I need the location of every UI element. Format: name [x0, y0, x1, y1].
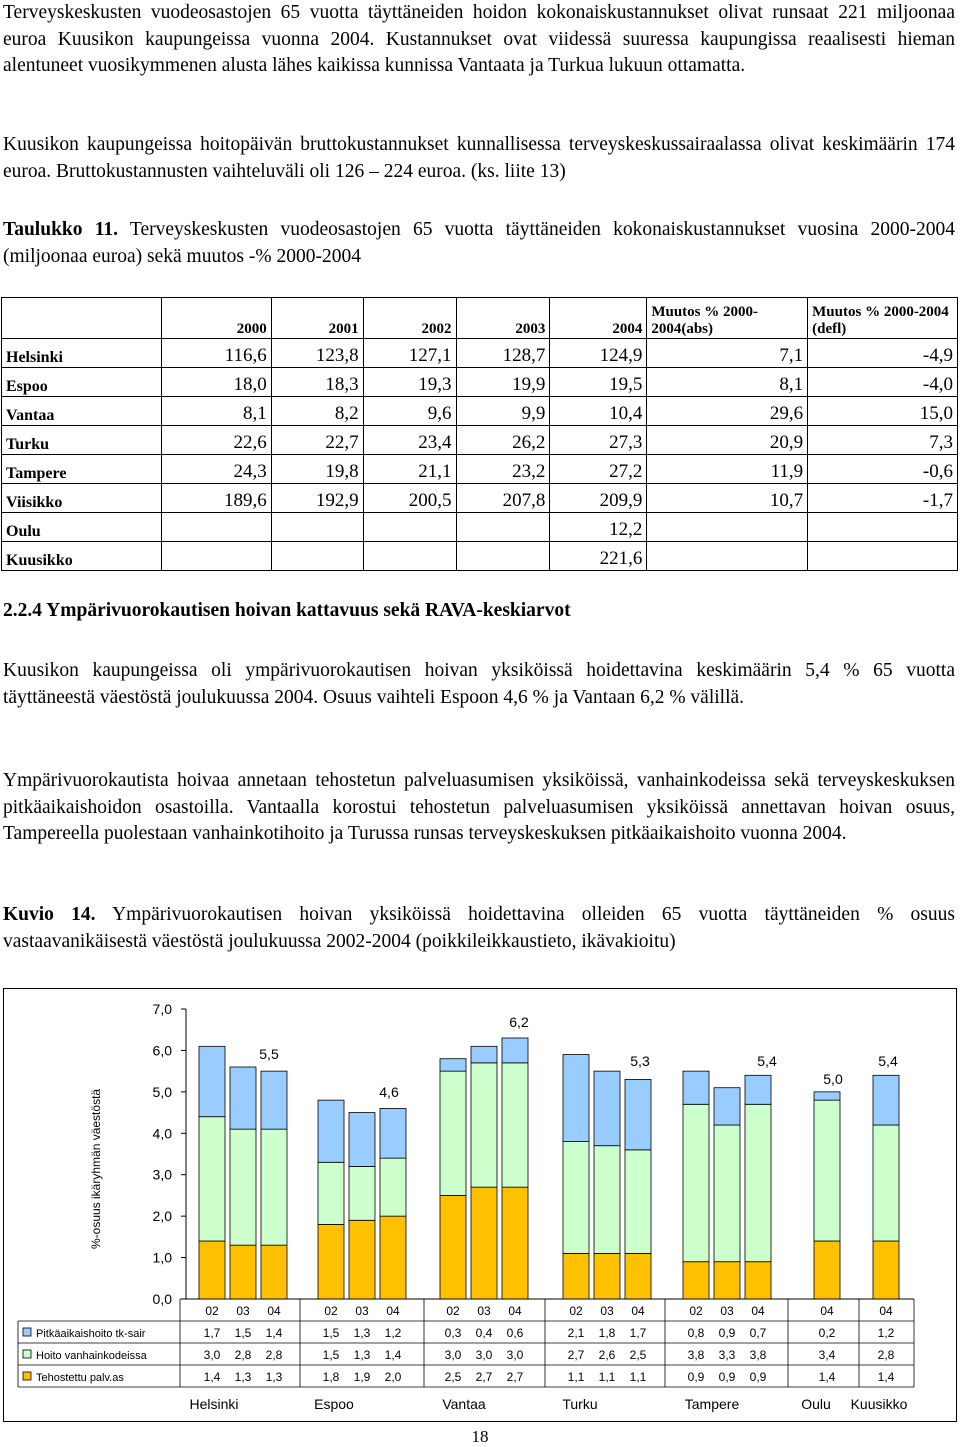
- data-value: 1,7: [203, 1326, 221, 1340]
- y-tick-label: 0,0: [152, 1291, 172, 1307]
- legend-swatch: [23, 1328, 31, 1336]
- table-cell: [647, 513, 808, 542]
- bar-segment: [683, 1104, 709, 1261]
- data-value: 3,0: [506, 1348, 524, 1362]
- bar-segment: [563, 1142, 589, 1254]
- table-cell: [808, 542, 958, 571]
- table-cell: [161, 513, 271, 542]
- data-value: 3,4: [818, 1348, 836, 1362]
- data-value: 2,0: [384, 1370, 402, 1384]
- figure-caption-label: Kuvio 14.: [3, 904, 96, 925]
- data-value: 1,8: [322, 1370, 340, 1384]
- bar-segment: [745, 1104, 771, 1261]
- bar-segment: [471, 1046, 497, 1063]
- table-cell: -1,7: [808, 484, 958, 513]
- bar-segment: [714, 1262, 740, 1299]
- group-label: Oulu: [801, 1396, 831, 1412]
- table-row: [2, 397, 958, 426]
- table-cell: 29,6: [647, 397, 808, 426]
- data-value: 3,0: [475, 1348, 493, 1362]
- figure-caption-text: Ympärivuorokautisen hoivan yksiköissä hoidettavina olleiden 65 vuotta täyttäneiden % osuus vastaavanikäisestä väestöstä joulukuussa 2002-2004 (poikkileikkaustieto, ikävakioitu): [3, 904, 955, 952]
- data-value: 1,4: [265, 1326, 283, 1340]
- intro-paragraph: Terveyskeskusten vuodeosastojen 65 vuotta täyttäneiden hoidon kokonaiskustannukset olivat runsaat 221 miljoonaa euroa Kuusikon kaupungeissa vuonna 2004. Kustannukset ovat viidessä suuressa kaupungissa reaalisesti hieman alentuneet vuosikymmenen alusta lähes kaikissa kunnissa Vantaata ja Turkua lukuun ottamatta.: [3, 2, 955, 76]
- data-value: 3,3: [718, 1348, 736, 1362]
- table-header-cell: 2004: [550, 298, 647, 339]
- table-cell: 27,3: [550, 426, 647, 455]
- bar-segment: [502, 1187, 528, 1299]
- bar-segment: [714, 1125, 740, 1262]
- bar-segment: [349, 1113, 375, 1167]
- table-cell: 27,2: [550, 455, 647, 484]
- table-cell: [808, 513, 958, 542]
- year-label: 02: [569, 1304, 583, 1318]
- table-cell: [456, 542, 550, 571]
- year-label: 03: [477, 1304, 491, 1318]
- legend-swatch: [23, 1350, 31, 1358]
- data-value: 1,3: [353, 1348, 371, 1362]
- y-tick-label: 4,0: [152, 1125, 172, 1142]
- table-header-cell: 2003: [456, 298, 550, 339]
- total-label: 5,0: [823, 1071, 843, 1087]
- bar-segment: [380, 1108, 406, 1158]
- bar-segment: [230, 1067, 256, 1129]
- bar-segment: [625, 1079, 651, 1149]
- table-cell: 123,8: [271, 339, 363, 368]
- table-header-cell: 2000: [161, 298, 271, 339]
- table-row: [2, 513, 958, 542]
- bar-segment: [261, 1071, 287, 1129]
- bar-segment: [714, 1088, 740, 1125]
- table-cell: [161, 542, 271, 571]
- legend-label: Hoito vanhainkodeissa: [36, 1350, 147, 1362]
- data-value: 3,8: [749, 1348, 767, 1362]
- table-row-label: Tampere: [2, 455, 162, 484]
- table-caption-text: Terveyskeskusten vuodeosastojen 65 vuotta täyttäneiden kokonaiskustannukset vuosina 2000-2004 (miljoonaa euroa) sekä muutos -% 2000-2004: [3, 219, 955, 267]
- table-cell: -4,0: [808, 368, 958, 397]
- table-header-cell: Muutos % 2000-2004(abs): [647, 298, 808, 339]
- bar-segment: [563, 1055, 589, 1142]
- table-cell: 8,1: [161, 397, 271, 426]
- data-value: 1,4: [203, 1370, 221, 1384]
- table-cell: 11,9: [647, 455, 808, 484]
- data-value: 2,7: [567, 1348, 585, 1362]
- data-value: 1,8: [598, 1326, 616, 1340]
- data-value: 0,3: [444, 1326, 462, 1340]
- table-cell: 221,6: [550, 542, 647, 571]
- legend-swatch: [23, 1372, 31, 1380]
- bar-segment: [625, 1253, 651, 1299]
- bar-segment: [873, 1075, 899, 1125]
- year-label: 04: [631, 1304, 645, 1318]
- table-cell: 21,1: [363, 455, 456, 484]
- table-cell: [271, 542, 363, 571]
- data-value: 1,2: [877, 1326, 895, 1340]
- data-value: 1,3: [265, 1370, 283, 1384]
- table-caption: [3, 217, 955, 270]
- table-header-corner: [2, 298, 162, 339]
- bar-segment: [471, 1063, 497, 1187]
- y-tick-label: 3,0: [152, 1166, 172, 1183]
- costs-table: [1, 297, 958, 571]
- bar-segment: [594, 1146, 620, 1254]
- y-axis-label: %-osuus ikäryhmän väestöstä: [89, 1088, 103, 1249]
- data-value: 1,9: [353, 1370, 371, 1384]
- data-value: 2,8: [877, 1348, 895, 1362]
- coverage-paragraph: Kuusikon kaupungeissa oli ympärivuorokautisen hoivan yksiköissä hoidettavina keskimäärin 5,4 % 65 vuotta täyttäneestä väestöstä joulukuussa 2004. Osuus vaihteli Espoon 4,6 % ja Vantaan 6,2 % välillä.: [3, 660, 955, 708]
- bar-segment: [318, 1162, 344, 1224]
- y-tick-label: 5,0: [152, 1083, 172, 1100]
- table-cell: 26,2: [456, 426, 550, 455]
- table-cell: 23,2: [456, 455, 550, 484]
- table-cell: 8,1: [647, 368, 808, 397]
- table-row: [2, 455, 958, 484]
- table-cell: 207,8: [456, 484, 550, 513]
- table-row-label: Oulu: [2, 513, 162, 542]
- page-number: 18: [471, 1427, 489, 1446]
- year-label: 03: [355, 1304, 369, 1318]
- stacked-bar-chart: [4, 989, 956, 1421]
- care-types-paragraph: Ympärivuorokautista hoivaa annetaan tehostetun palveluasumisen yksiköissä, vanhainkodeissa sekä terveyskeskuksen pitkäaikaishoidon osastoilla. Vantaalla korostui tehostetun palveluasumisen yksiköissä annettavan hoivan osuus, Tampereella puolestaan vanhainkotihoito ja Turussa runsas terveyskeskuksen pitkäaikaishoito vuonna 2004.: [3, 770, 955, 844]
- total-label: 6,2: [509, 1014, 529, 1030]
- table-cell: 19,9: [456, 368, 550, 397]
- total-label: 5,4: [757, 1053, 777, 1069]
- table-cell: 9,9: [456, 397, 550, 426]
- table-row-label: Espoo: [2, 368, 162, 397]
- table-cell: 7,1: [647, 339, 808, 368]
- table-caption-label: Taulukko 11.: [3, 219, 119, 240]
- table-cell: 19,5: [550, 368, 647, 397]
- data-value: 2,7: [475, 1370, 493, 1384]
- table-cell: 19,3: [363, 368, 456, 397]
- data-value: 1,1: [629, 1370, 647, 1384]
- total-label: 4,6: [379, 1084, 399, 1100]
- data-value: 2,5: [444, 1370, 462, 1384]
- data-value: 1,4: [818, 1370, 836, 1384]
- bar-segment: [873, 1125, 899, 1241]
- bar-segment: [349, 1166, 375, 1220]
- bar-segment: [380, 1216, 406, 1299]
- table-cell: [271, 513, 363, 542]
- table-cell: 12,2: [550, 513, 647, 542]
- table-cell: 24,3: [161, 455, 271, 484]
- bar-segment: [380, 1158, 406, 1216]
- data-value: 0,7: [749, 1326, 767, 1340]
- table-cell: 18,0: [161, 368, 271, 397]
- table-row: [2, 426, 958, 455]
- year-label: 04: [751, 1304, 765, 1318]
- bar-segment: [594, 1253, 620, 1299]
- year-label: 02: [689, 1304, 703, 1318]
- bar-segment: [502, 1063, 528, 1187]
- table-cell: 23,4: [363, 426, 456, 455]
- data-value: 1,5: [234, 1326, 252, 1340]
- table-cell: [647, 542, 808, 571]
- table-cell: 7,3: [808, 426, 958, 455]
- bar-segment: [261, 1245, 287, 1299]
- data-value: 3,0: [203, 1348, 221, 1362]
- bar-segment: [440, 1059, 466, 1071]
- table-cell: 22,7: [271, 426, 363, 455]
- y-tick-label: 7,0: [152, 1001, 172, 1017]
- total-label: 5,3: [630, 1053, 650, 1069]
- year-label: 03: [720, 1304, 734, 1318]
- data-value: 1,5: [322, 1348, 340, 1362]
- bar-segment: [230, 1245, 256, 1299]
- data-value: 2,7: [506, 1370, 524, 1384]
- data-value: 1,4: [384, 1348, 402, 1362]
- data-value: 1,3: [353, 1326, 371, 1340]
- table-cell: 19,8: [271, 455, 363, 484]
- data-value: 3,8: [687, 1348, 705, 1362]
- table-cell: -0,6: [808, 455, 958, 484]
- year-label: 04: [879, 1304, 893, 1318]
- year-label: 03: [600, 1304, 614, 1318]
- bar-segment: [318, 1224, 344, 1299]
- bar-segment: [745, 1262, 771, 1299]
- data-value: 1,3: [234, 1370, 252, 1384]
- table-cell: 189,6: [161, 484, 271, 513]
- data-value: 0,9: [718, 1370, 736, 1384]
- data-value: 1,7: [629, 1326, 647, 1340]
- table-cell: 20,9: [647, 426, 808, 455]
- data-value: 0,9: [687, 1370, 705, 1384]
- bar-segment: [594, 1071, 620, 1146]
- data-value: 0,9: [749, 1370, 767, 1384]
- data-value: 0,8: [687, 1326, 705, 1340]
- table-cell: 10,7: [647, 484, 808, 513]
- table-cell: -4,9: [808, 339, 958, 368]
- table-row-label: Helsinki: [2, 339, 162, 368]
- bar-segment: [563, 1253, 589, 1299]
- y-tick-label: 2,0: [152, 1208, 172, 1225]
- table-row: [2, 484, 958, 513]
- bar-segment: [349, 1220, 375, 1299]
- bar-segment: [199, 1241, 225, 1299]
- year-label: 02: [446, 1304, 460, 1318]
- table-cell: 22,6: [161, 426, 271, 455]
- data-value: 2,5: [629, 1348, 647, 1362]
- data-value: 1,2: [384, 1326, 402, 1340]
- y-tick-label: 1,0: [152, 1249, 172, 1266]
- table-cell: [363, 542, 456, 571]
- table-cell: 209,9: [550, 484, 647, 513]
- data-value: 1,1: [567, 1370, 585, 1384]
- group-label: Kuusikko: [850, 1396, 908, 1412]
- legend-label: Pitkäaikaishoito tk-sair: [36, 1328, 146, 1340]
- year-label: 02: [324, 1304, 338, 1318]
- costs-paragraph: Kuusikon kaupungeissa hoitopäivän bruttokustannukset kunnallisessa terveyskeskussairaalassa olivat keskimäärin 174 euroa. Bruttokustannusten vaihteluväli oli 126 – 224 euroa. (ks. liite 13): [3, 134, 955, 182]
- table-cell: 192,9: [271, 484, 363, 513]
- table-cell: 124,9: [550, 339, 647, 368]
- table-cell: 18,3: [271, 368, 363, 397]
- bar-segment: [502, 1038, 528, 1063]
- bar-segment: [440, 1071, 466, 1195]
- group-label: Espoo: [314, 1396, 354, 1412]
- table-cell: 15,0: [808, 397, 958, 426]
- data-value: 1,5: [322, 1326, 340, 1340]
- table-cell: 200,5: [363, 484, 456, 513]
- data-value: 1,1: [598, 1370, 616, 1384]
- table-header-row: [2, 298, 958, 339]
- chart-frame: [3, 988, 957, 1422]
- table-row-label: Viisikko: [2, 484, 162, 513]
- bar-segment: [471, 1187, 497, 1299]
- year-label: 04: [820, 1304, 834, 1318]
- table-row-label: Kuusikko: [2, 542, 162, 571]
- bar-segment: [683, 1262, 709, 1299]
- bar-segment: [683, 1071, 709, 1104]
- table-cell: 9,6: [363, 397, 456, 426]
- group-label: Helsinki: [189, 1396, 239, 1412]
- data-value: 1,4: [877, 1370, 895, 1384]
- data-value: 0,2: [818, 1326, 836, 1340]
- table-cell: [456, 513, 550, 542]
- group-label: Turku: [562, 1396, 598, 1412]
- table-row: [2, 542, 958, 571]
- data-value: 2,1: [567, 1326, 585, 1340]
- data-value: 0,4: [475, 1326, 493, 1340]
- table-cell: 116,6: [161, 339, 271, 368]
- table-cell: 127,1: [363, 339, 456, 368]
- bar-segment: [261, 1129, 287, 1245]
- year-label: 04: [386, 1304, 400, 1318]
- bar-segment: [625, 1150, 651, 1254]
- bar-segment: [814, 1092, 840, 1100]
- table-header-cell: 2001: [271, 298, 363, 339]
- data-value: 2,8: [234, 1348, 252, 1362]
- bar-segment: [199, 1117, 225, 1241]
- table-cell: [363, 513, 456, 542]
- section-heading: 2.2.4 Ympärivuorokautisen hoivan kattavuus sekä RAVA-keskiarvot: [3, 600, 571, 621]
- year-label: 04: [267, 1304, 281, 1318]
- bar-segment: [318, 1100, 344, 1162]
- table-header-cell: 2002: [363, 298, 456, 339]
- table-cell: 8,2: [271, 397, 363, 426]
- bar-segment: [440, 1195, 466, 1299]
- bar-segment: [199, 1046, 225, 1116]
- table-header-cell: Muutos % 2000-2004 (defl): [808, 298, 958, 339]
- bar-segment: [814, 1100, 840, 1241]
- data-value: 3,0: [444, 1348, 462, 1362]
- data-value: 2,6: [598, 1348, 616, 1362]
- total-label: 5,4: [878, 1053, 898, 1069]
- data-value: 0,6: [506, 1326, 524, 1340]
- year-label: 02: [205, 1304, 219, 1318]
- table-cell: 128,7: [456, 339, 550, 368]
- legend-label: Tehostettu palv.as: [36, 1372, 124, 1384]
- bar-segment: [873, 1241, 899, 1299]
- y-tick-label: 6,0: [152, 1042, 172, 1059]
- year-label: 03: [236, 1304, 250, 1318]
- group-label: Tampere: [684, 1396, 740, 1412]
- figure-caption: [3, 902, 955, 955]
- table-row: [2, 368, 958, 397]
- data-value: 2,8: [265, 1348, 283, 1362]
- bar-segment: [745, 1075, 771, 1104]
- total-label: 5,5: [259, 1046, 279, 1062]
- table-row-label: Turku: [2, 426, 162, 455]
- bar-segment: [814, 1241, 840, 1299]
- table-row: [2, 339, 958, 368]
- data-value: 0,9: [718, 1326, 736, 1340]
- table-row-label: Vantaa: [2, 397, 162, 426]
- group-label: Vantaa: [442, 1396, 486, 1412]
- year-label: 04: [508, 1304, 522, 1318]
- table-cell: 10,4: [550, 397, 647, 426]
- bar-segment: [230, 1129, 256, 1245]
